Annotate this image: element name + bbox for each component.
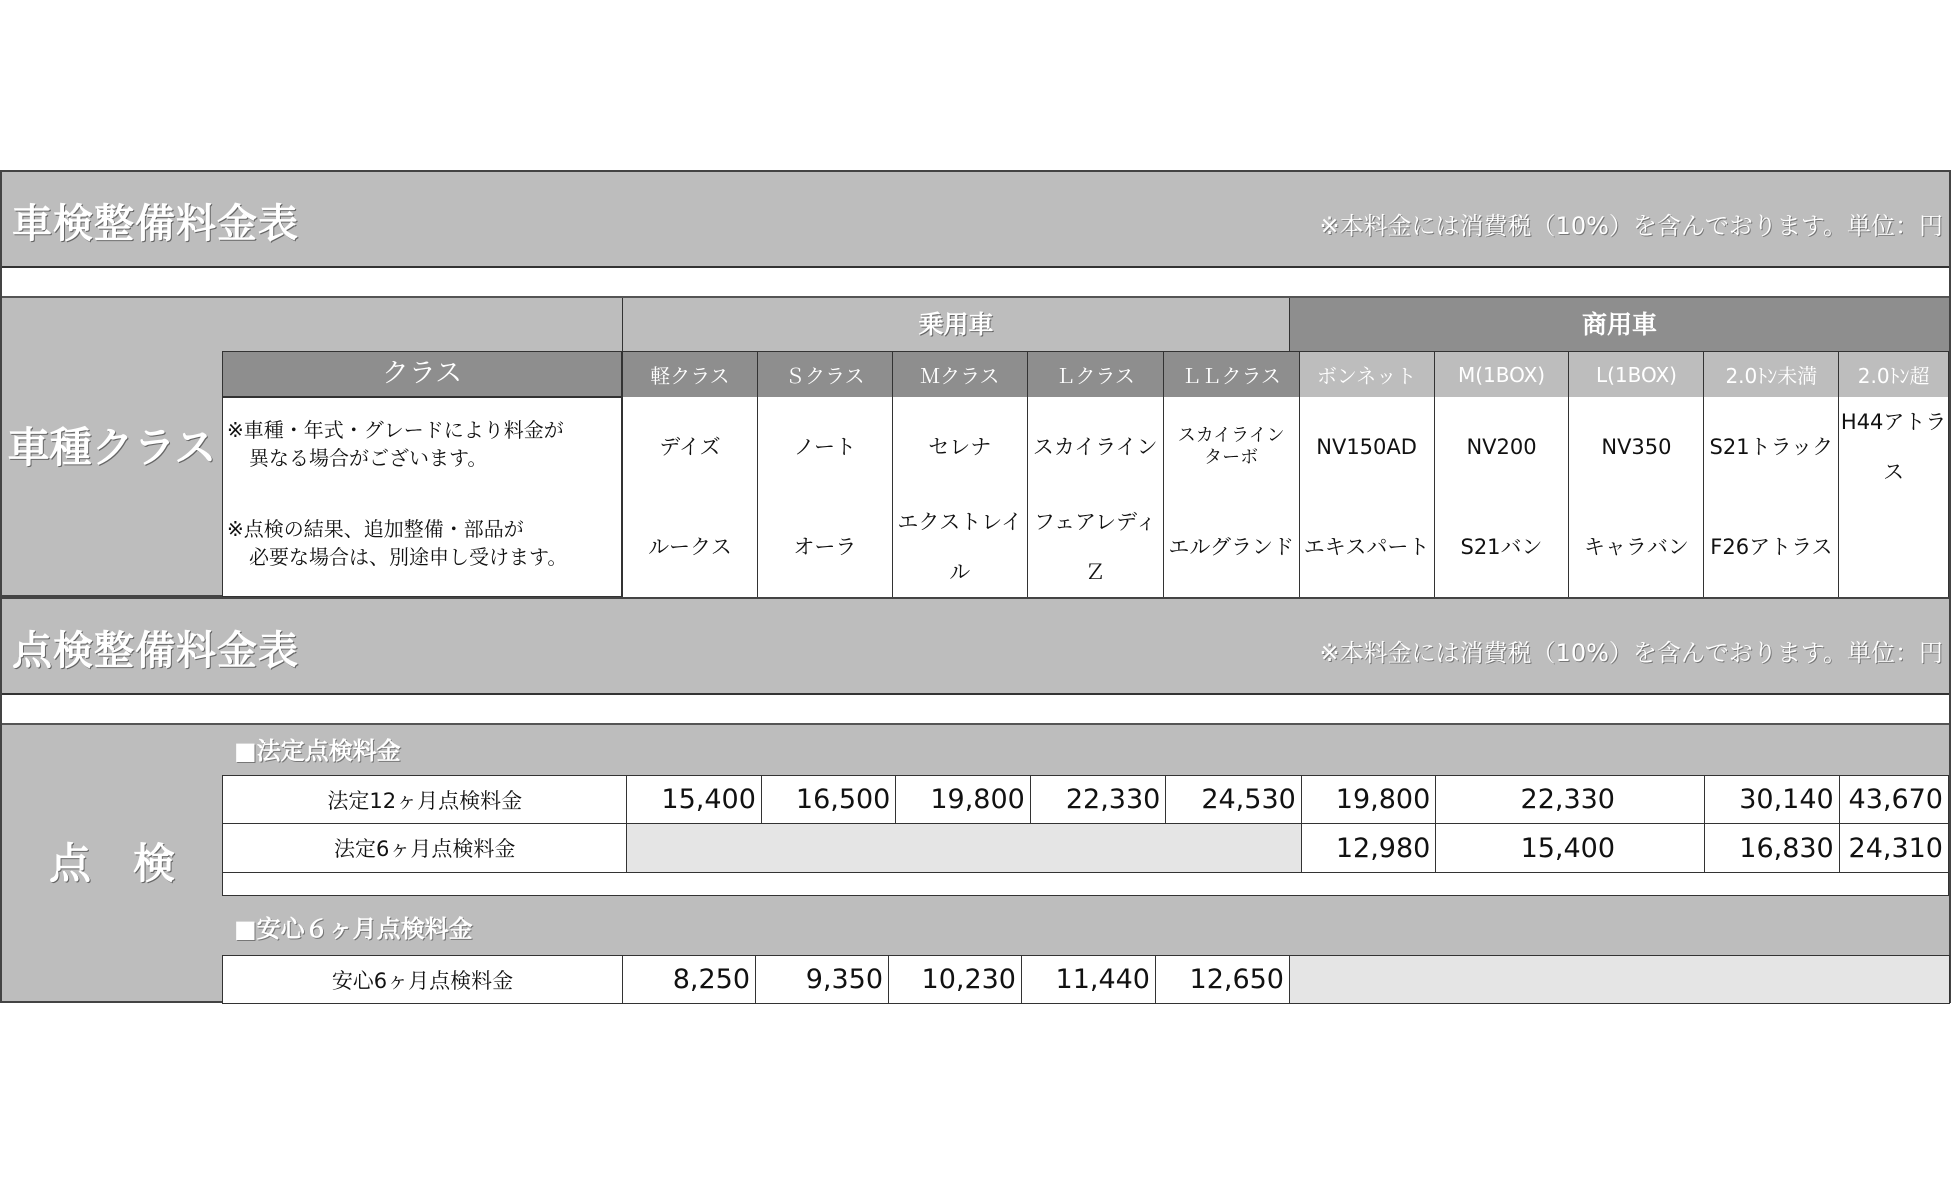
class-over-2t: 2.0ﾄﾝ超 (1839, 352, 1949, 398)
shaken-title: 車検整備料金表 (12, 201, 299, 247)
spacer-row (222, 872, 1949, 896)
commercial-label: 商用車 (1581, 310, 1657, 339)
class-ll: ＬＬクラス (1163, 352, 1299, 398)
legal-inspection-heading: ■法定点検料金 (234, 737, 401, 765)
class-header-cell (222, 351, 622, 397)
legal12-row (223, 776, 1949, 824)
legal12-price-under-2t: 30,140 (1705, 776, 1839, 824)
legal12-label: 法定12ヶ月点検料金 (223, 776, 627, 824)
model-cell: H44アトラス (1839, 397, 1949, 497)
legal6-row (223, 824, 1949, 873)
model-cell: エキスパート (1299, 497, 1434, 597)
model-cell: NV350 (1569, 397, 1704, 497)
anshin6-price-l: 11,440 (1022, 956, 1156, 1004)
class-l: Ｌクラス (1027, 352, 1163, 398)
tenken-title-bar (2, 599, 1949, 695)
anshin6-label: 安心6ヶ月点検料金 (223, 956, 623, 1004)
class-l-1box: L(1BOX) (1569, 352, 1704, 398)
tenken-title: 点検整備料金表 (12, 628, 299, 674)
anshin6-price-kei: 8,250 (623, 956, 756, 1004)
class-kei: 軽クラス (623, 352, 758, 398)
model-cell: ノート (757, 397, 892, 497)
class-label: クラス (381, 358, 463, 389)
tenken-section (0, 597, 1951, 1003)
model-cell: スカイライン ターボ (1163, 397, 1299, 497)
vehicle-class-row-label: 車種クラス (7, 423, 217, 472)
anshin-inspection-heading: ■安心６ヶ月点検料金 (234, 915, 473, 943)
class-m-1box: M(1BOX) (1434, 352, 1569, 398)
class-under-2t: 2.0ﾄﾝ未満 (1704, 352, 1839, 398)
model-cell: デイズ (623, 397, 758, 497)
model-cell: セレナ (892, 397, 1027, 497)
shaken-title-bar (2, 172, 1949, 268)
model-cell: エルグランド (1163, 497, 1299, 597)
model-cell: F26アトラス (1704, 497, 1839, 597)
legal6-price-1box: 15,400 (1436, 824, 1705, 873)
shaken-tax-note: ※本料金には消費税（10%）を含んでおります。単位：円 (1319, 212, 1943, 240)
legal6-label: 法定6ヶ月点検料金 (223, 824, 627, 873)
class-table (622, 351, 1949, 398)
legal12-row-table (222, 775, 1949, 824)
commercial-group-header (1289, 298, 1949, 351)
note2-line2: 必要な場合は、別途申し受けます。 (249, 545, 568, 569)
note1-line2: 異なる場合がございます。 (249, 446, 488, 470)
anshin6-price-s: 9,350 (756, 956, 889, 1004)
model-row (623, 497, 1949, 597)
inspection-block (2, 723, 1949, 1001)
anshin6-price-ll: 12,650 (1156, 956, 1290, 1004)
model-cell: エクストレイル (892, 497, 1027, 597)
legal12-price-l: 22,330 (1030, 776, 1165, 824)
shaken-section (0, 170, 1951, 597)
model-cell: NV200 (1434, 397, 1569, 497)
model-cell: オーラ (757, 497, 892, 597)
note1-line1: ※車種・年式・グレードにより料金が (227, 418, 564, 442)
legal12-price-bonnet: 19,800 (1301, 776, 1435, 824)
model-cell: ルークス (623, 497, 758, 597)
passenger-group-header (622, 298, 1289, 351)
legal6-passenger-na (627, 824, 1301, 873)
legal12-price-m: 19,800 (896, 776, 1030, 824)
legal6-price-under-2t: 16,830 (1705, 824, 1839, 873)
anshin6-row-table (222, 955, 1950, 1004)
anshin6-commercial-na (1290, 956, 1950, 1004)
legal12-price-1box: 22,330 (1436, 776, 1705, 824)
model-cell: NV150AD (1299, 397, 1434, 497)
class-m: Ｍクラス (892, 352, 1027, 398)
passenger-label: 乗用車 (918, 310, 994, 339)
model-cell: キャラバン (1569, 497, 1704, 597)
anshin6-price-m: 10,230 (889, 956, 1022, 1004)
tenken-tax-note: ※本料金には消費税（10%）を含んでおります。単位：円 (1319, 639, 1943, 667)
vehicle-class-block (2, 296, 1949, 595)
class-bonnet: ボンネット (1299, 352, 1434, 398)
notes-cell (222, 397, 622, 597)
model-row (623, 397, 1949, 497)
legal12-price-ll: 24,530 (1166, 776, 1301, 824)
anshin6-row (223, 956, 1950, 1004)
model-cell (1839, 497, 1949, 597)
legal6-row-table (222, 823, 1949, 873)
class-header-row (623, 352, 1949, 398)
model-cell: S21トラック (1704, 397, 1839, 497)
legal12-price-kei: 15,400 (627, 776, 761, 824)
note2-line1: ※点検の結果、追加整備・部品が (227, 517, 524, 541)
legal6-price-over-2t: 24,310 (1839, 824, 1948, 873)
legal12-price-s: 16,500 (761, 776, 895, 824)
model-cell: フェアレディＺ (1027, 497, 1163, 597)
legal12-price-over-2t: 43,670 (1839, 776, 1948, 824)
inspection-row-label: 点 検 (48, 839, 175, 888)
class-s: Ｓクラス (757, 352, 892, 398)
model-cell: S21バン (1434, 497, 1569, 597)
model-cell: スカイライン (1027, 397, 1163, 497)
legal6-price-bonnet: 12,980 (1301, 824, 1435, 873)
